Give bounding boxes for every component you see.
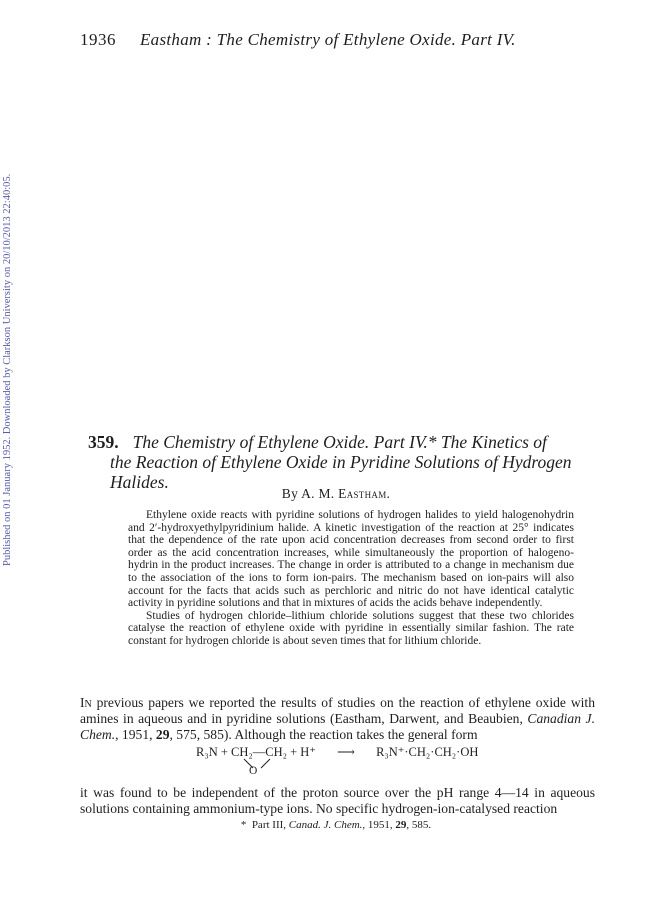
body-paragraph-2: it was found to be independent of the proton source over the pH range 4—14 in aqueous solutions containing ammonium-type ions. No specific hydrogen-ion-catalysed reaction — [80, 785, 595, 816]
equation-lhs: R₃N + CH₂—CH₂ + H⁺ — [196, 745, 316, 759]
epoxide-ring-bonds — [238, 758, 278, 770]
equation-arrow: ⟶ — [337, 745, 355, 759]
equation-rhs: R₃N⁺·CH₂·CH₂·OH — [376, 745, 479, 759]
author-prefix: By A. M. — [281, 486, 335, 501]
abstract-paragraph-2: Studies of hydrogen chloride–lithium chloride solutions suggest that these two chlorides catalyse the reaction of ethylene oxide with pyridine in essentially similar fashion. The rate constant for hydrogen chloride is about seven times that for lithium chloride. — [128, 609, 574, 647]
footnote-volume: 29 — [395, 819, 407, 831]
page-number: 1936 — [80, 30, 116, 49]
running-title: Eastham : The Chemistry of Ethylene Oxide. Part IV. — [140, 30, 516, 49]
drop-word: In — [80, 695, 92, 710]
title-line-2: the Reaction of Ethylene Oxide in Pyridine Solutions of Hydrogen — [110, 452, 572, 472]
body-journal: Canadian J. Chem. — [80, 711, 595, 742]
body-paragraph-1 — [80, 695, 595, 743]
footnote — [0, 819, 672, 831]
body-text-c: , 575, 585). Although the reaction takes the general form — [169, 727, 478, 742]
footnote-journal: Canad. J. Chem. — [288, 819, 363, 831]
article-title — [88, 432, 598, 492]
footnote-text-c: , 585. — [406, 819, 432, 831]
title-line-1: The Chemistry of Ethylene Oxide. Part IV.* The Kinetics of — [132, 432, 547, 452]
body-volume: 29 — [155, 727, 170, 742]
title-line-3: Halides. — [110, 472, 169, 492]
body-text-a: previous papers we reported the results of studies on the reaction of ethylene oxide with amines in aqueous and in pyridine solutions (Eastham, Darwent, and Beaubien, — [80, 695, 595, 726]
footnote-text-a: Part III, — [251, 819, 289, 831]
footnote-marker: * — [240, 819, 247, 831]
author-surname: Eastham. — [338, 486, 391, 501]
article-number: 359. — [88, 432, 119, 452]
publication-side-note: Published on 01 January 1952. Downloaded by Clarkson University on 20/10/2013 22:40:05. — [2, 173, 13, 566]
abstract — [128, 509, 574, 648]
body-text-b: , 1951, — [115, 727, 156, 742]
epoxide-oxygen: O — [249, 765, 258, 777]
abstract-paragraph-1: Ethylene oxide reacts with pyridine solutions of hydrogen halides to yield halogenohydrin and 2′-hydroxyethylpyridinium halide. A kinetic investigation of the reaction at 25° indicates that the dependence of the rate upon acid concentration decreases from second order to first order as the acid concentration increases, while simultaneously the proportion of halogeno-hydrin in the product increases. The change in order is attributed to a change in mechanism due to the association of the ions to form ion-pairs. The mechanism based on ion-pairs will also account for the facts that acids such as perchloric and nitric do not have identical catalytic activity in pyridine solutions and that in mixtures of acids the acids behave independently. — [128, 509, 574, 610]
author-line — [0, 486, 672, 502]
footnote-text-b: , 1951, — [362, 819, 396, 831]
